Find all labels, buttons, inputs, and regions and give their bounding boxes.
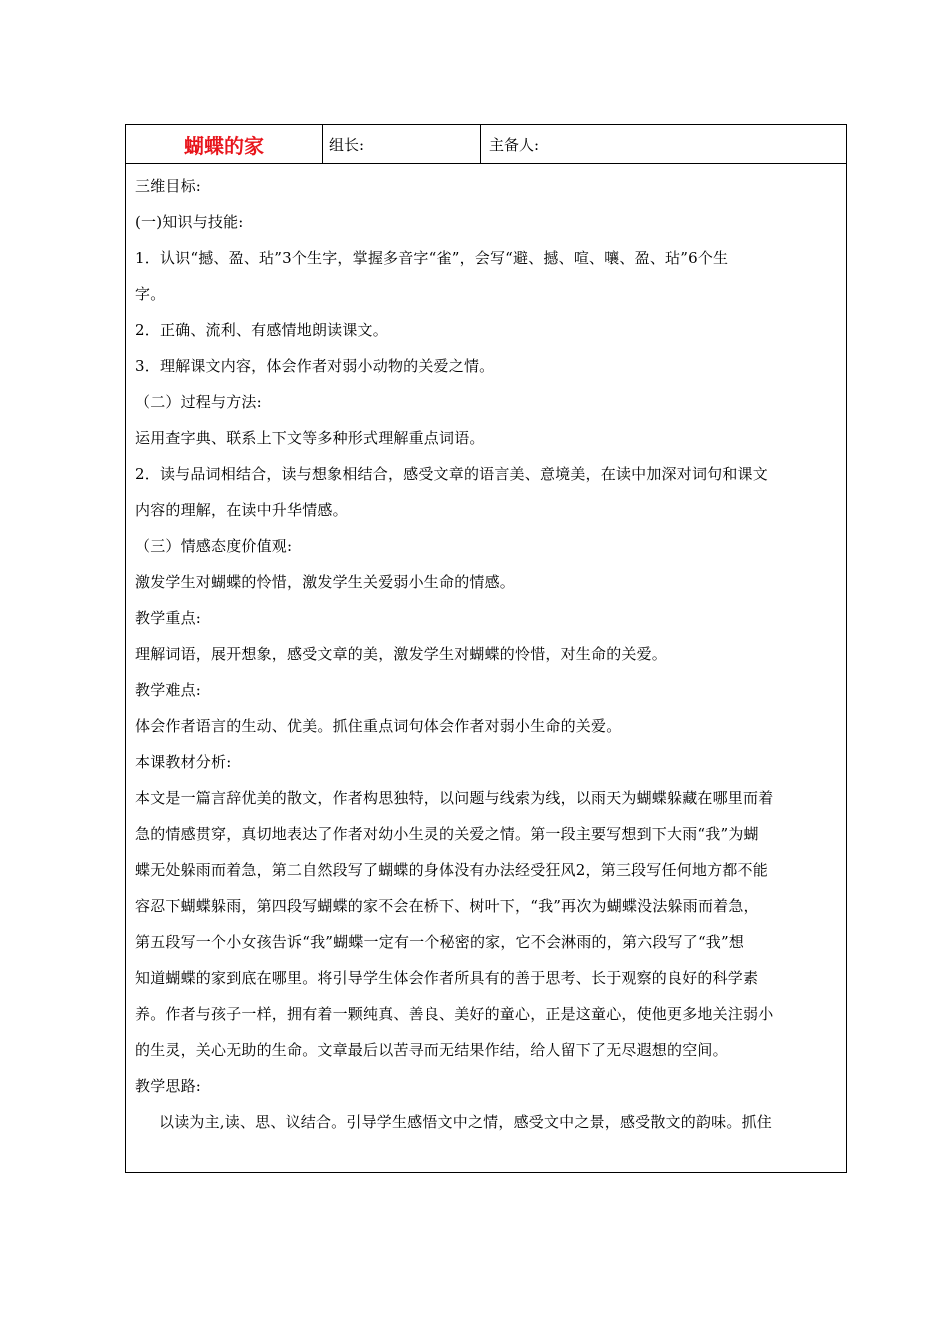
text-line: 激发学生对蝴蝶的怜惜，激发学生关爱弱小生命的情感。 [135,573,516,591]
text-line: 本课教材分析: [135,753,232,771]
lesson-plan-table [125,124,847,1173]
main-preparer-cell [481,125,846,163]
text-line: 教学思路: [135,1077,202,1095]
text-line: 内容的理解，在读中升华情感。 [135,501,348,519]
text-line: 第五段写一个小女孩告诉“我”蝴蝶一定有一个秘密的家，它不会淋雨的，第六段写了“我”想 [135,933,745,951]
text-line: 理解词语，展开想象，感受文章的美，激发学生对蝴蝶的怜惜，对生命的关爱。 [135,645,668,663]
text-line: 3．理解课文内容，体会作者对弱小动物的关爱之情。 [135,357,495,375]
text-line: 容忍下蝴蝶躲雨，第四段写蝴蝶的家不会在桥下、树叶下，“我”再次为蝴蝶没法躲雨而着急， [135,897,759,915]
text-line: 2．读与品词相结合，读与想象相结合，感受文章的语言美、意境美，在读中加深对词句和课文 [135,465,768,483]
text-line: 蝶无处躲雨而着急，第二自然段写了蝴蝶的身体没有办法经受狂风2，第三段写任何地方都不能 [135,861,768,879]
text-line: 教学难点: [135,681,202,699]
text-line: 急的情感贯穿，真切地表达了作者对幼小生灵的关爱之情。第一段主要写想到下大雨“我”为蝴 [135,825,759,843]
text-line: 2．正确、流利、有感情地朗读课文。 [135,321,388,339]
text-line: 三维目标: [135,177,202,195]
document-title: 蝴蝶的家 [184,133,264,158]
title-cell [126,125,323,163]
text-line: 体会作者语言的生动、优美。抓住重点词句体会作者对弱小生命的关爱。 [135,717,622,735]
group-leader-cell [323,125,481,163]
main-preparer-label: 主备人: [489,135,540,154]
content-body [126,164,846,1140]
text-line: 1．认识“撼、盈、玷”3个生字，掌握多音字“雀”，会写“避、撼、喧、嚷、盈、玷”6个生 [135,249,729,267]
text-line: 以读为主,读、思、议结合。引导学生感悟文中之情，感受文中之景，感受散文的韵味。抓住 [159,1113,772,1131]
text-line: 本文是一篇言辞优美的散文，作者构思独特，以问题与线索为线，以雨天为蝴蝶躲藏在哪里而着 [135,789,774,807]
text-line: 教学重点: [135,609,202,627]
text-line: 运用查字典、联系上下文等多种形式理解重点词语。 [135,429,485,447]
text-line: （二）过程与方法: [135,393,262,411]
text-line: （三）情感态度价值观: [135,537,293,555]
text-line: 的生灵，关心无助的生命。文章最后以苦寻而无结果作结，给人留下了无尽遐想的空间。 [135,1041,728,1059]
text-line: (一)知识与技能: [135,213,244,231]
group-leader-label: 组长: [329,135,365,154]
text-line: 知道蝴蝶的家到底在哪里。将引导学生体会作者所具有的善于思考、长于观察的良好的科学素 [135,969,759,987]
text-line: 字。 [135,285,166,303]
header-row [126,125,846,164]
text-line: 养。作者与孩子一样，拥有着一颗纯真、善良、美好的童心，正是这童心，使他更多地关注弱小 [135,1005,774,1023]
